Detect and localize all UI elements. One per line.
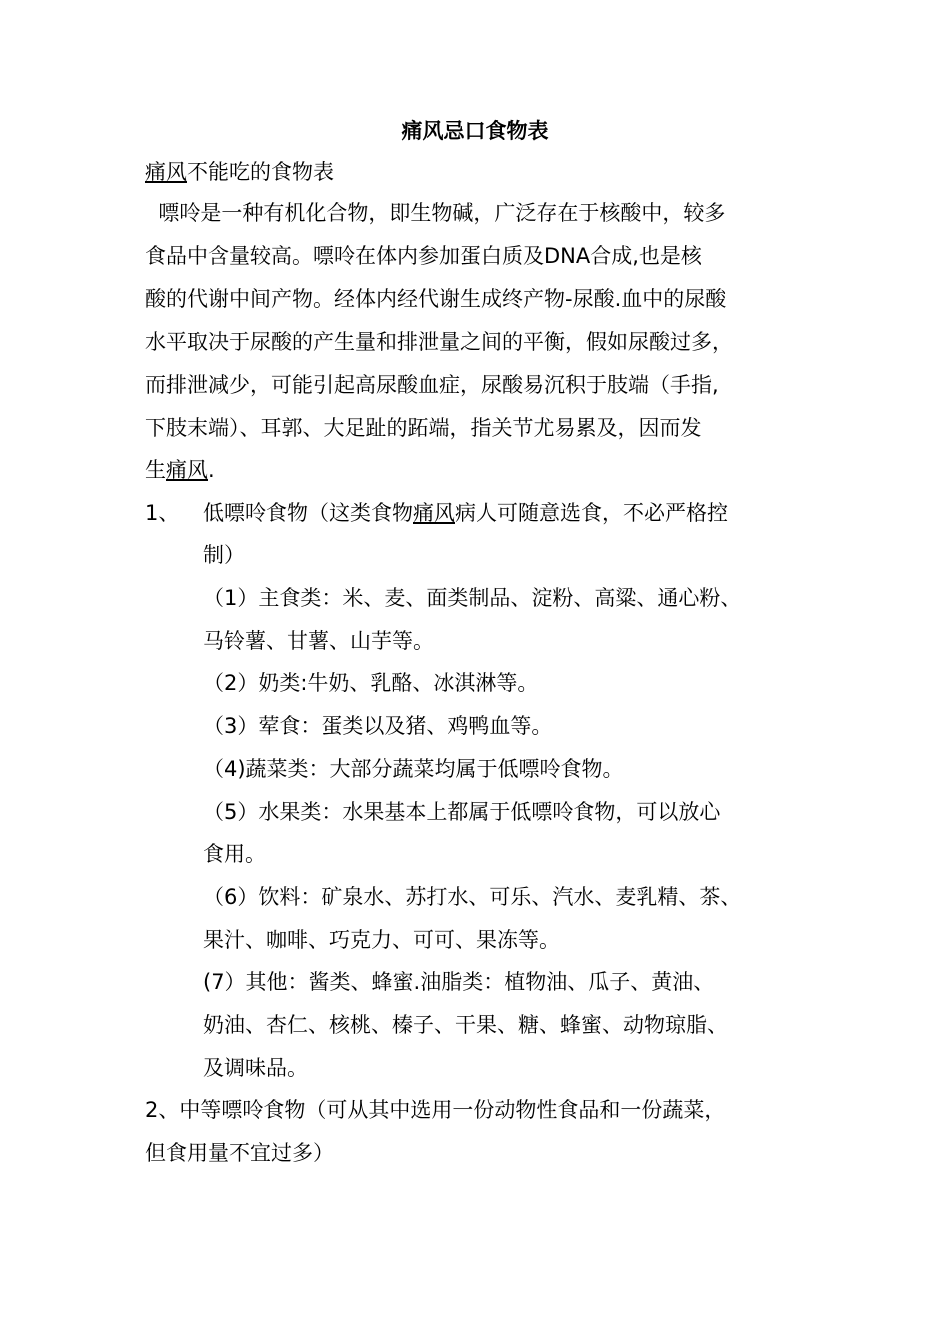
item-1-line-1: （1）主食类：米、麦、面类制品、淀粉、高粱、通心粉、 bbox=[203, 586, 742, 610]
intro-line-5: 而排泄减少，可能引起高尿酸血症，尿酸易沉积于肢端（手指, bbox=[145, 373, 719, 397]
section-1-number: 1、 bbox=[145, 501, 180, 525]
item-3: （3）荤食：蛋类以及猪、鸡鸭血等。 bbox=[203, 714, 553, 738]
intro-line-3: 酸的代谢中间产物。经体内经代谢生成终产物-尿酸.血中的尿酸 bbox=[145, 287, 727, 311]
section-1-heading-pre: 低嘌呤食物（这类食物 bbox=[203, 501, 413, 525]
item-7-line-1: (7）其他：酱类、蜂蜜.油脂类：植物油、瓜子、黄油、 bbox=[203, 970, 715, 994]
section-2-line-1: 2、中等嘌呤食物（可从其中选用一份动物性食品和一份蔬菜， bbox=[145, 1098, 726, 1122]
item-6-line-1: （6）饮料：矿泉水、苏打水、可乐、汽水、麦乳精、茶、 bbox=[203, 885, 742, 909]
item-4: （4)蔬菜类：大部分蔬菜均属于低嘌呤食物。 bbox=[203, 757, 624, 781]
intro-line-7-link: 痛风 bbox=[166, 458, 208, 482]
section-1-heading bbox=[203, 498, 728, 528]
item-1-line-2: 马铃薯、甘薯、山芋等。 bbox=[203, 629, 434, 653]
subtitle-rest: 不能吃的食物表 bbox=[187, 160, 334, 184]
intro-line-7-pre: 生 bbox=[145, 458, 166, 482]
intro-line-7-post: . bbox=[208, 458, 215, 482]
section-1-heading-line-2: 制） bbox=[203, 543, 245, 567]
intro-line-1: 嘌呤是一种有机化合物，即生物碱，广泛存在于核酸中，较多 bbox=[145, 201, 726, 225]
section-1-heading-link: 痛风 bbox=[413, 501, 455, 525]
intro-line-7 bbox=[145, 455, 215, 485]
item-7-line-3: 及调味品。 bbox=[203, 1056, 308, 1080]
intro-line-4: 水平取决于尿酸的产生量和排泄量之间的平衡，假如尿酸过多， bbox=[145, 330, 733, 354]
section-1-heading-post: 病人可随意选食，不必严格控 bbox=[455, 501, 728, 525]
subtitle bbox=[145, 157, 334, 187]
intro-line-6: 下肢末端）、耳郭、大足趾的跖端，指关节尤易累及，因而发 bbox=[145, 416, 702, 440]
item-7-line-2: 奶油、杏仁、核桃、榛子、干果、糖、蜂蜜、动物琼脂、 bbox=[203, 1013, 728, 1037]
section-2-line-2: 但食用量不宜过多） bbox=[145, 1141, 334, 1165]
intro-line-2: 食品中含量较高。嘌呤在体内参加蛋白质及DNA合成,也是核 bbox=[145, 244, 702, 268]
item-5-line-2: 食用。 bbox=[203, 842, 266, 866]
item-5-line-1: （5）水果类：水果基本上都属于低嘌呤食物，可以放心 bbox=[203, 800, 721, 824]
subtitle-link: 痛风 bbox=[145, 160, 187, 184]
document-title: 痛风忌口食物表 bbox=[401, 119, 549, 143]
item-6-line-2: 果汁、咖啡、巧克力、可可、果冻等。 bbox=[203, 928, 560, 952]
item-2: （2）奶类:牛奶、乳酪、冰淇淋等。 bbox=[203, 671, 539, 695]
